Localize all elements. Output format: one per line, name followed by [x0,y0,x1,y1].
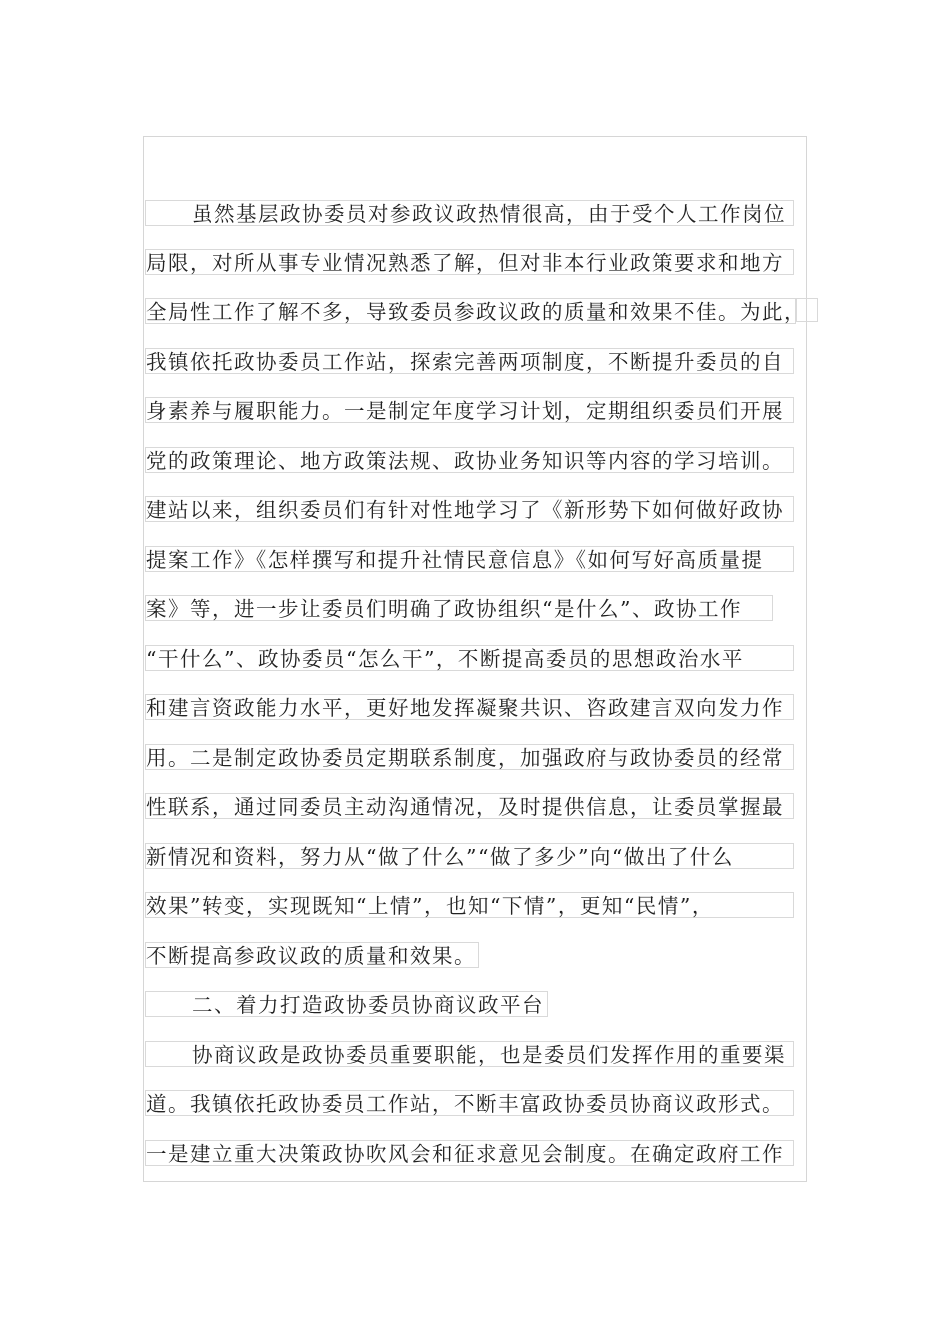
text-overflow-box [796,298,818,322]
text-line: 协商议政是政协委员重要职能，也是委员们发挥作用的重要渠 [145,1041,794,1067]
text-line: 效果”转变，实现既知“上情”，也知“下情”，更知“民情”， [145,892,794,918]
text-line: 案》等，进一步让委员们明确了政协组织“是什么”、政协工作 [145,595,773,621]
text-line: 党的政策理论、地方政策法规、政协业务知识等内容的学习培训。 [145,447,794,473]
text-line: 性联系，通过同委员主动沟通情况，及时提供信息，让委员掌握最 [145,793,794,819]
text-line: 一是建立重大决策政协吹风会和征求意见会制度。在确定政府工作 [145,1140,794,1166]
text-line: 虽然基层政协委员对参政议政热情很高，由于受个人工作岗位 [145,200,794,226]
text-line: 建站以来，组织委员们有针对性地学习了《新形势下如何做好政协 [145,496,794,522]
text-line: 提案工作》《怎样撰写和提升社情民意信息》《如何写好高质量提 [145,546,794,572]
text-line: 不断提高参政议政的质量和效果。 [145,942,479,968]
text-line: 道。我镇依托政协委员工作站，不断丰富政协委员协商议政形式。 [145,1090,794,1116]
text-line: 全局性工作了解不多，导致委员参政议政的质量和效果不佳。为此， [146,300,806,324]
text-line: 我镇依托政协委员工作站，探索完善两项制度，不断提升委员的自 [145,348,794,374]
text-line: 用。二是制定政协委员定期联系制度，加强政府与政协委员的经常 [145,744,794,770]
section-heading: 二、着力打造政协委员协商议政平台 [145,991,548,1017]
text-line: 新情况和资料，努力从“做了什么”“做了多少”向“做出了什么 [145,843,794,869]
text-line: 和建言资政能力水平，更好地发挥凝聚共识、咨政建言双向发力作 [145,694,794,720]
text-line: “干什么”、政协委员“怎么干”，不断提高委员的思想政治水平 [145,645,794,671]
text-line: 身素养与履职能力。一是制定年度学习计划，定期组织委员们开展 [145,397,794,423]
text-line: 局限，对所从事专业情况熟悉了解，但对非本行业政策要求和地方 [145,249,794,275]
